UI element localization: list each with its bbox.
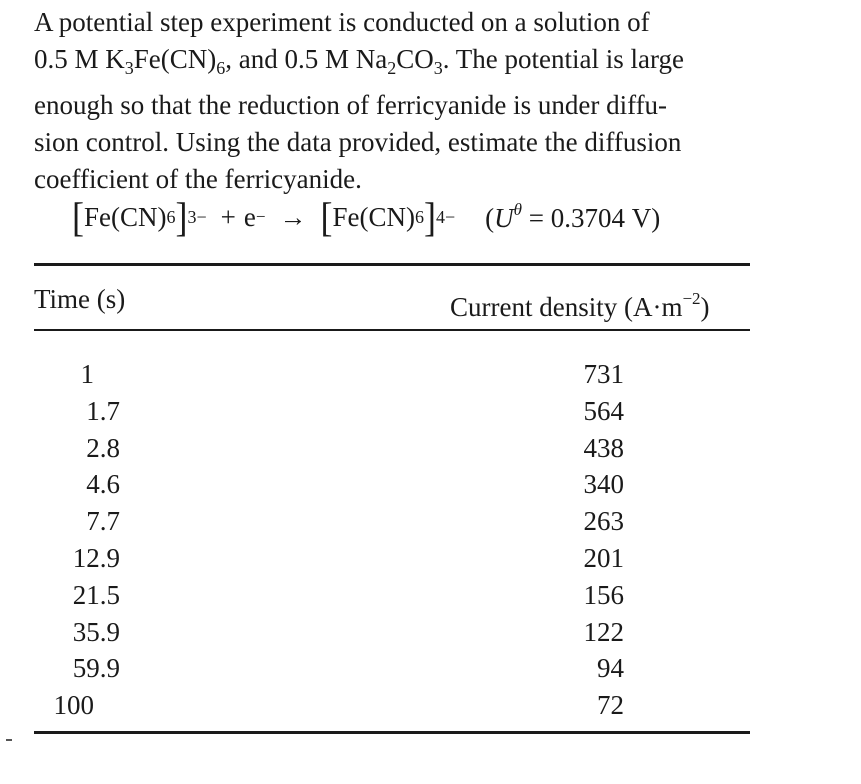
current-density-cell [0,503,624,540]
reactant-subscript: 6 [166,206,176,227]
current-density-value: 72 [597,690,624,721]
problem-line-2-part-d: CO [396,44,434,74]
current-density-value: 201 [583,542,624,573]
current-density-value: 564 [583,395,624,426]
current-density-value: 340 [583,469,624,500]
electron-charge: − [255,207,266,226]
problem-line-4: sion control. Using the data provided, estimate the diffusion [34,127,682,157]
time-value: 7.7 [86,506,120,537]
table-top-rule [34,263,750,266]
problem-line-2-part-a: 0.5 M K [34,44,125,74]
na-subscript: 2 [387,58,397,78]
current-density-cell [0,614,624,651]
problem-line-1: A potential step experiment is conducted on a solution of [34,7,650,37]
reaction-arrow: → [279,201,307,232]
current-density-value: 438 [583,432,624,463]
k-subscript: 3 [124,58,134,78]
right-bracket-close: ] [423,194,436,240]
time-value: 12.9 [72,542,120,573]
potential-value: = 0.3704 V) [521,203,661,233]
reactant-charge: 3− [187,206,207,227]
time-value: 1.7 [86,395,120,426]
time-value: 4.6 [86,469,120,500]
current-density-value: 263 [583,506,624,537]
product-subscript: 6 [414,206,424,227]
right-bracket-open: [ [320,194,333,240]
current-density-cell [0,540,624,577]
current-density-cell [0,650,624,687]
potential-superscript: θ [513,200,522,219]
current-density-cell [0,356,624,393]
current-density-value: 122 [583,616,624,647]
problem-line-2-part-e: . The potential is large [442,44,684,74]
current-density-value: 731 [583,359,624,389]
left-bracket-open: [ [72,194,84,240]
current-density-cell [0,687,624,724]
standard-potential [485,200,660,234]
reaction-equation [72,192,660,242]
header-current-density [450,282,710,324]
problem-statement [34,4,754,198]
reactant-species: Fe(CN) [84,201,167,232]
problem-line-5: coefficient of the ferricyanide. [34,164,362,194]
current-density-cell [0,430,624,467]
header-current-exponent: −2 [682,289,701,308]
co-subscript: 3 [433,58,443,78]
product-species: Fe(CN) [332,201,415,232]
current-density-column [0,356,624,724]
problem-line-2-part-b: Fe(CN) [133,44,217,74]
potential-open-paren: ( [485,203,495,233]
current-density-cell [0,577,624,614]
cn-subscript: 6 [216,58,226,78]
time-value: 2.8 [86,432,120,463]
product-charge: 4− [435,206,456,227]
margin-mark [6,739,12,741]
current-density-cell [0,466,624,503]
time-value: 1 [80,359,94,389]
current-density-value: 156 [583,579,624,610]
problem-line-3: enough so that the reduction of ferricyanide is under diffu- [34,90,668,120]
time-value: 59.9 [72,653,120,684]
electron: e [243,201,256,232]
current-density-value: 94 [597,653,624,684]
plus-sign: + [220,201,236,232]
current-density-cell [0,393,624,430]
header-time: Time (s) [34,284,126,314]
problem-line-2 [34,41,754,87]
potential-symbol: U [494,203,514,233]
header-current-prefix: Current density (A·m [450,292,683,322]
product-complex [320,194,456,240]
left-bracket-close: ] [175,194,188,240]
time-value: 35.9 [72,616,120,647]
time-value: 100 [53,690,94,721]
time-value: 21.5 [72,579,120,610]
table-header-rule [34,329,750,331]
table-bottom-rule [34,731,750,734]
reactant-complex [72,194,207,240]
problem-line-2-part-c: , and 0.5 M Na [225,44,388,74]
header-current-suffix: ) [700,292,710,322]
